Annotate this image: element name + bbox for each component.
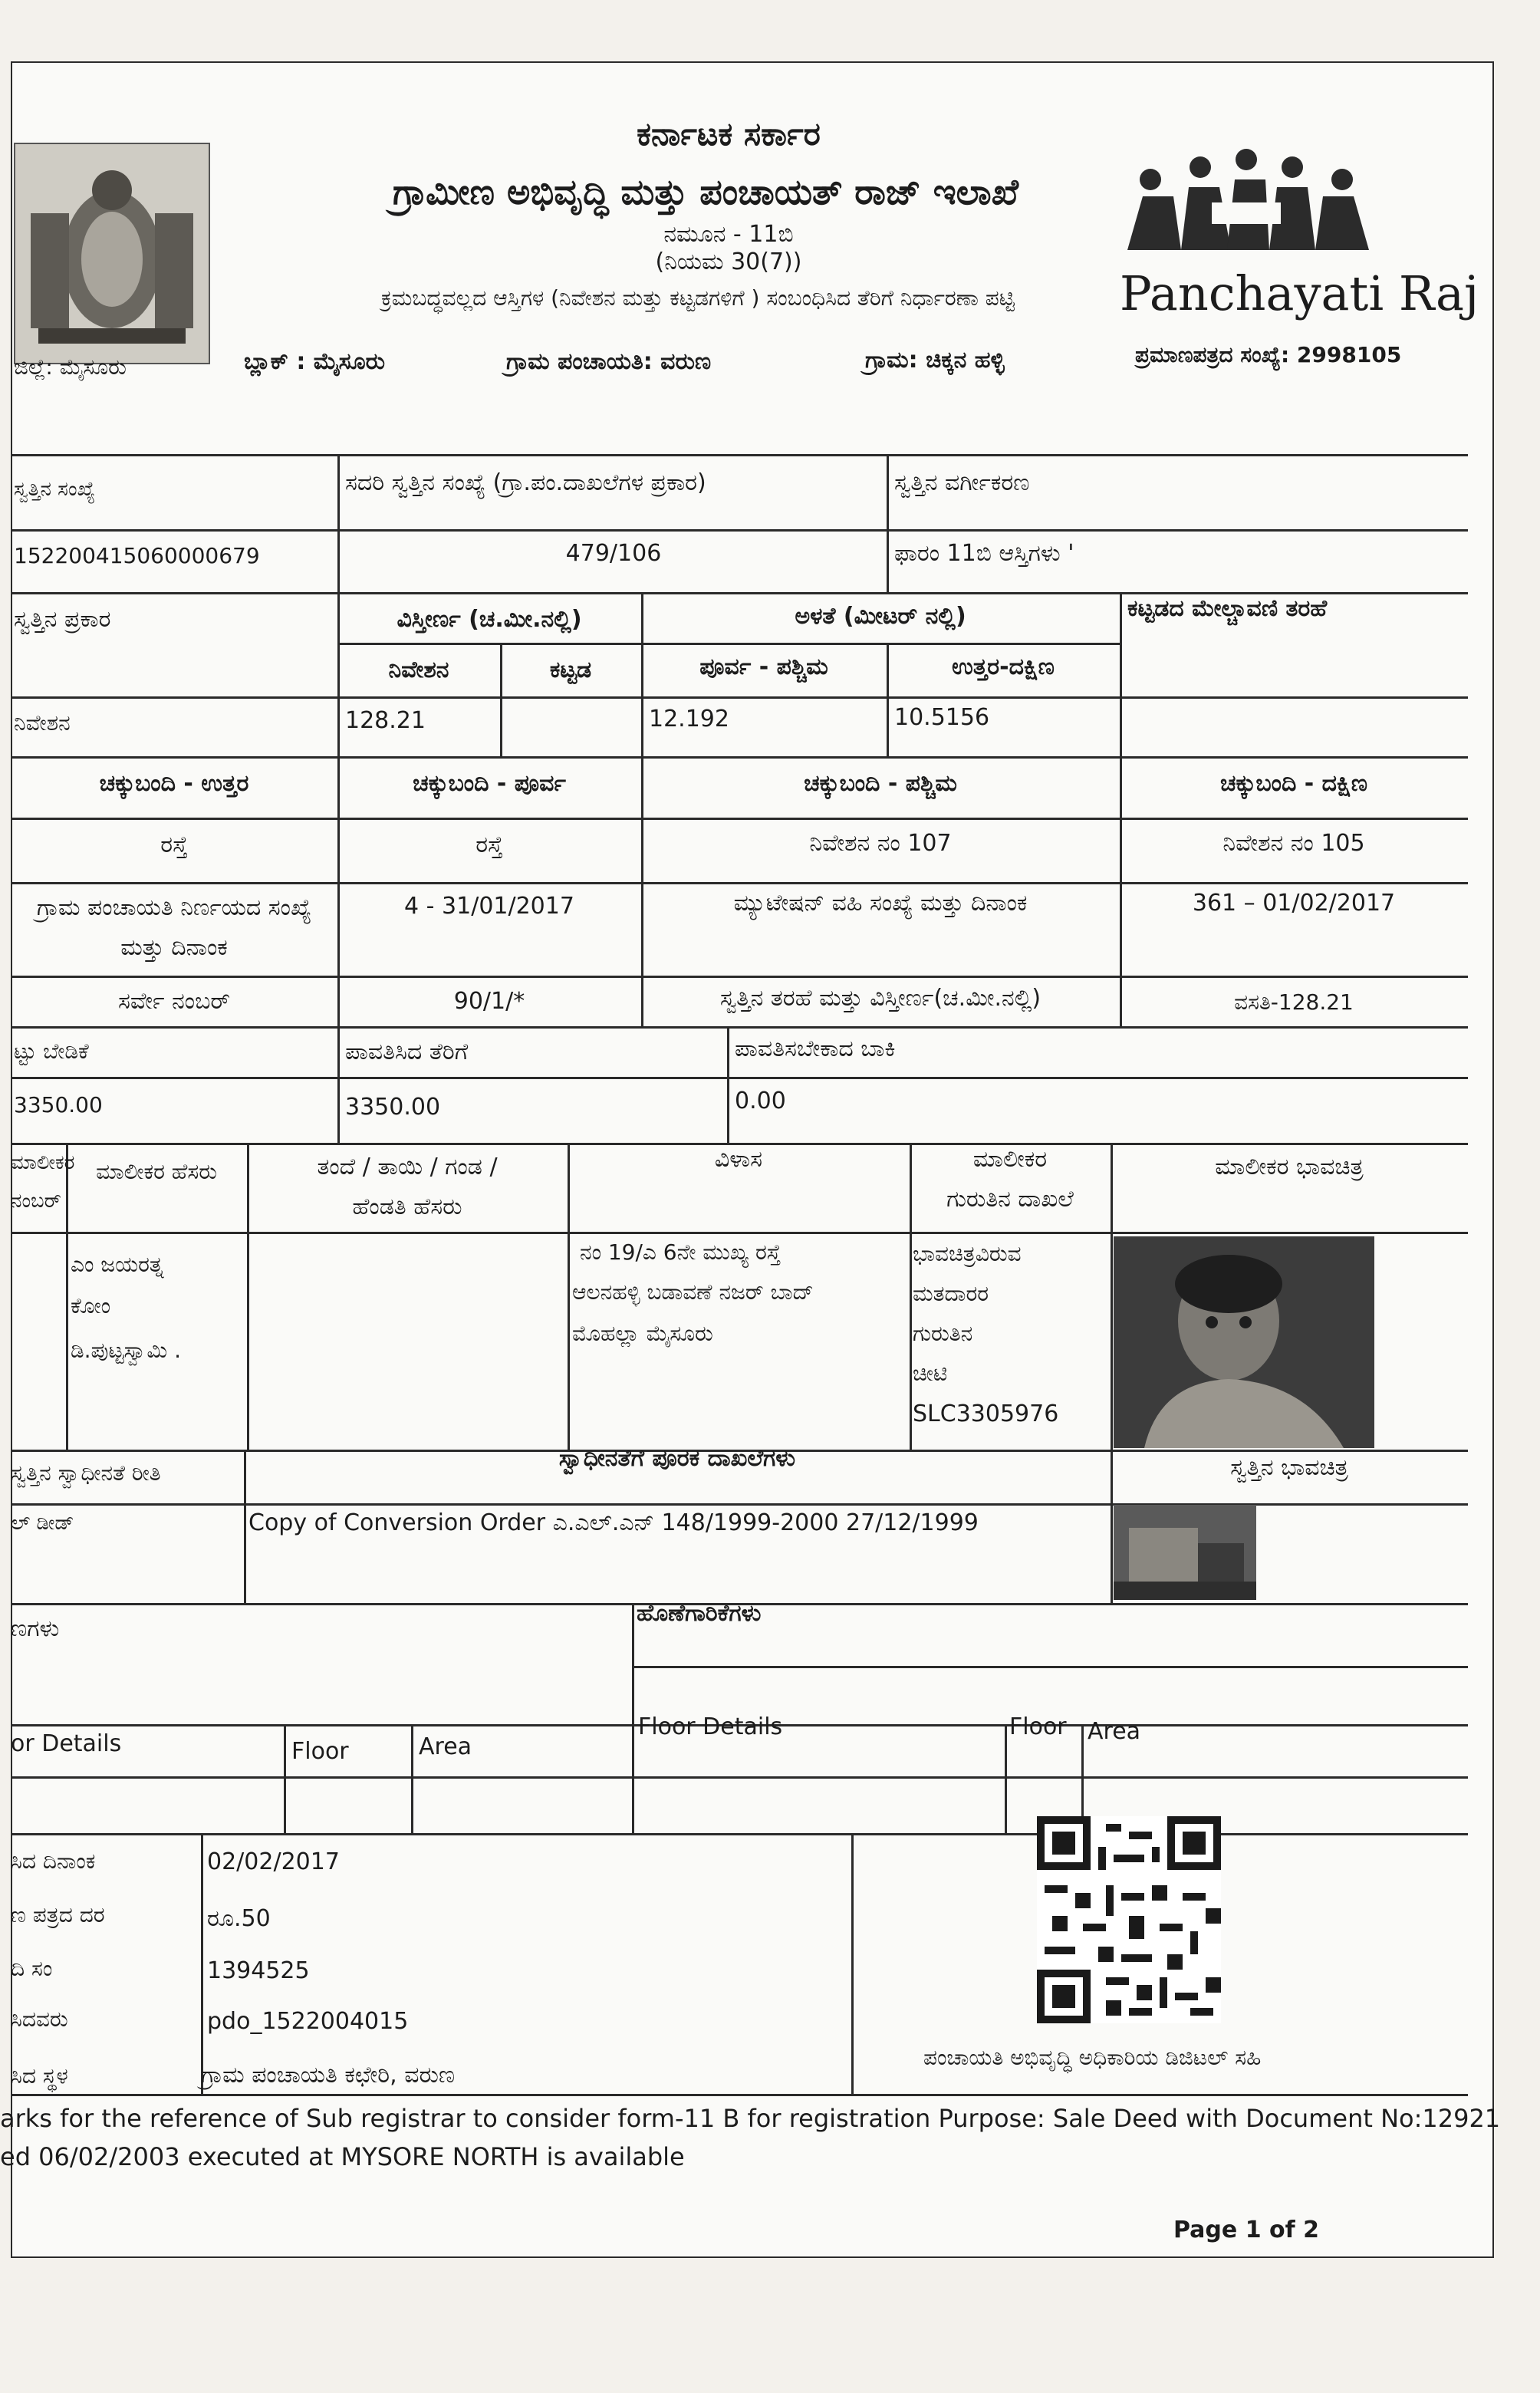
east-west-header: ಪೂರ್ವ - ಪಶ್ಚಿಮ bbox=[699, 653, 828, 680]
owner-name-line-3: ಡಿ.ಪುಟ್ಟಸ್ವಾಮಿ . bbox=[71, 1338, 181, 1363]
owner-name-line-2: ಕೋಂ bbox=[71, 1293, 111, 1318]
mutation-value: 361 – 01/02/2017 bbox=[1192, 890, 1396, 917]
liabilities-left-header: ಣಗಳು bbox=[11, 1615, 60, 1642]
owner-address-line-1: ನಂ 19/ಎ 6ನೇ ಮುಖ್ಯ ರಸ್ತೆ bbox=[580, 1239, 782, 1265]
block: ಬ್ಲಾಕ್ : ಮೈಸೂರು bbox=[244, 348, 386, 375]
owner-photo-header: ಮಾಲೀಕರ ಭಾವಚಿತ್ರ bbox=[1215, 1154, 1364, 1180]
left-floor-header: Floor bbox=[291, 1738, 349, 1765]
village: ಗ್ರಾಮ: ಚಿಕ್ಕನ ಹಳ್ಳಿ bbox=[865, 347, 1005, 374]
south-boundary-header: ಚಕ್ಕುಬಂದಿ - ದಕ್ಷಿಣ bbox=[1219, 770, 1368, 797]
issue-date-label: ಸಿದ ದಿನಾಂಕ bbox=[11, 1848, 96, 1874]
measurement-header: ಅಳತೆ (ಮೀಟರ್ ನಲ್ಲಿ) bbox=[795, 603, 966, 630]
survey-value: 90/1/* bbox=[453, 988, 525, 1015]
property-description-label: ಸ್ವತ್ತಿನ ತರಹೆ ಮತ್ತು ವಿಸ್ತೀರ್ಣ(ಚ.ಮೀ.ನಲ್ಲಿ) bbox=[719, 985, 1041, 1012]
right-area-header: Area bbox=[1088, 1718, 1141, 1745]
issue-place-label: ಸಿದ ಸ್ಥಳ bbox=[11, 2063, 68, 2089]
north-boundary-header: ಚಕ್ಕುಬಂದಿ - ಉತ್ತರ bbox=[99, 770, 249, 797]
north-south-length: 10.5156 bbox=[894, 704, 990, 731]
mutation-label: ಮ್ಯುಟೇಷನ್ ವಹಿ ಸಂಖ್ಯೆ ಮತ್ತು ದಿನಾಂಕ bbox=[733, 890, 1028, 917]
owner-id-header-2: ಗುರುತಿನ ದಾಖಲೆ bbox=[946, 1186, 1074, 1213]
owner-id-line-2: ಮತದಾರರ bbox=[913, 1281, 989, 1306]
possession-docs: Copy of Conversion Order ಎ.ಎಲ್.ಎನ್ 148/1999-2000 27/12/1999 bbox=[248, 1509, 979, 1536]
property-type-header: ಸ್ವತ್ತಿನ ಪ್ರಕಾರ bbox=[14, 606, 111, 633]
certificate-fee: ರೂ.50 bbox=[207, 1905, 271, 1932]
total-demand-header: ಟ್ಟು ಬೇಡಿಕೆ bbox=[14, 1039, 89, 1064]
panchayati-raj-logo-icon bbox=[1104, 143, 1388, 258]
form-number: ನಮೂನ - 11ಬಿ bbox=[663, 221, 794, 248]
site-area: 128.21 bbox=[345, 707, 426, 734]
owner-photo bbox=[1114, 1236, 1374, 1448]
certificate-fee-label: ಣ ಪತ್ರದ ದರ bbox=[11, 1902, 105, 1927]
east-west-length: 12.192 bbox=[649, 706, 729, 732]
form-subtitle: ಕ್ರಮಬದ್ಧವಲ್ಲದ ಆಸ್ತಿಗಳ (ನಿವೇಶನ ಮತ್ತು ಕಟ್ಟಡಗಳಿಗೆ ) ಸಂಬಂಧಿಸಿದ ತೆರಿಗೆ ನಿರ್ಧಾರಣಾ ಪಟ್ಟಿ bbox=[380, 285, 1015, 311]
issued-by: pdo_1522004015 bbox=[207, 2008, 409, 2035]
area-header: ವಿಸ್ತೀರ್ಣ (ಚ.ಮೀ.ನಲ್ಲಿ) bbox=[397, 606, 582, 633]
remarks-line-1: arks for the reference of Sub registrar to consider form-11 B for registration Purpose: Sale Deed with Document No:12921 bbox=[0, 2104, 1501, 2133]
right-floor-details-header: Floor Details bbox=[638, 1713, 783, 1740]
owner-address-line-2: ಆಲನಹಳ್ಳಿ ಬಡಾವಣೆ ನಜರ್ ಬಾದ್ bbox=[572, 1279, 814, 1305]
issue-place: ಗ್ರಾಮ ಪಂಚಾಯತಿ ಕಛೇರಿ, ವರುಣ bbox=[201, 2062, 456, 2089]
gp-property-number-header: ಸದರಿ ಸ್ವತ್ತಿನ ಸಂಖ್ಯೆ (ಗ್ರಾ.ಪಂ.ದಾಖಲೆಗಳ ಪ್ರಕಾರ) bbox=[345, 469, 706, 496]
west-boundary-header: ಚಕ್ಕುಬಂದಿ - ಪಶ್ಚಿಮ bbox=[804, 770, 957, 797]
property-number: 152200415060000679 bbox=[14, 543, 260, 568]
left-floor-details-header: or Details bbox=[11, 1730, 122, 1757]
issued-by-label: ಸಿದವರು bbox=[11, 2006, 68, 2032]
govt-title: ಕರ್ನಾಟಕ ಸರ್ಕಾರ bbox=[637, 115, 821, 153]
owner-name-header: ಮಾಲೀಕರ ಹೆಸರು bbox=[96, 1159, 217, 1184]
liabilities-header: ಹೊಣೆಗಾರಿಕೆಗಳು bbox=[637, 1600, 762, 1627]
tax-paid-header: ಪಾವತಿಸಿದ ತೆರಿಗೆ bbox=[345, 1039, 469, 1065]
roof-type-header: ಕಟ್ಟಡದ ಮೇಲ್ಚಾವಣಿ ತರಹೆ bbox=[1127, 595, 1328, 622]
panchayati-raj-text: Panchayati Raj bbox=[1120, 265, 1479, 321]
property-number-header: ಸ್ವತ್ತಿನ ಸಂಖ್ಯೆ bbox=[14, 478, 96, 501]
survey-label: ಸರ್ವೇ ನಂಬರ್ bbox=[118, 988, 230, 1015]
property-type: ನಿವೇಶನ bbox=[14, 710, 71, 736]
total-demand: 3350.00 bbox=[14, 1092, 103, 1118]
department-title: ಗ್ರಾಮೀಣ ಅಭಿವೃದ್ಧಿ ಮತ್ತು ಪಂಚಾಯತ್ ರಾಜ್ ಇಲಾಖೆ bbox=[393, 171, 1018, 212]
qr-code-icon bbox=[1037, 1816, 1221, 2023]
right-floor-header: Floor bbox=[1009, 1713, 1067, 1740]
remarks-line-2: ed 06/02/2003 executed at MYSORE NORTH is available bbox=[0, 2142, 685, 2171]
left-area-header: Area bbox=[419, 1733, 472, 1760]
property-description: ವಸತಿ-128.21 bbox=[1234, 989, 1354, 1015]
property-class-header: ಸ್ವತ್ತಿನ ವರ್ಗೀಕರಣ bbox=[894, 469, 1030, 496]
south-boundary: ನಿವೇಶನ ನಂ 105 bbox=[1222, 830, 1365, 857]
receipt-number: 1394525 bbox=[207, 1957, 310, 1984]
district: ಜಿಲ್ಲೆ: ಮೈಸೂರು bbox=[14, 354, 127, 380]
resolution-label-2: ಮತ್ತು ದಿನಾಂಕ bbox=[120, 934, 228, 961]
form-rule: (ನಿಯಮ 30(7)) bbox=[655, 249, 802, 275]
property-class: ಫಾರಂ 11ಬಿ ಆಸ್ತಿಗಳು ' bbox=[894, 540, 1074, 567]
balance-header: ಪಾವತಿಸಬೇಕಾದ ಬಾಕಿ bbox=[735, 1035, 896, 1062]
owner-number-header-2: ನಂಬರ್ bbox=[11, 1190, 61, 1213]
digital-signature-label: ಪಂಚಾಯತಿ ಅಭಿವೃದ್ಧಿ ಅಧಿಕಾರಿಯ ಡಿಜಿಟಲ್ ಸಹಿ bbox=[923, 2045, 1262, 2070]
north-boundary: ರಸ್ತೆ bbox=[160, 831, 188, 858]
owner-name-line-1: ಎಂ ಜಯರತ್ನ bbox=[71, 1252, 164, 1277]
gp-property-number: 479/106 bbox=[565, 540, 662, 567]
owner-id-header-1: ಮಾಲೀಕರ bbox=[972, 1146, 1048, 1173]
owner-id-line-1: ಭಾವಚಿತ್ರವಿರುವ bbox=[913, 1241, 1022, 1266]
gram-panchayat: ಗ್ರಾಮ ಪಂಚಾಯತಿ: ವರುಣ bbox=[506, 348, 712, 375]
relation-header-2: ಹೆಂಡತಿ ಹೆಸರು bbox=[352, 1193, 462, 1220]
owner-voter-id: SLC3305976 bbox=[913, 1401, 1059, 1427]
issue-date: 02/02/2017 bbox=[207, 1848, 340, 1875]
owner-number-header-1: ಮಾಲೀಕರ bbox=[11, 1151, 75, 1174]
karnataka-emblem-icon bbox=[14, 143, 210, 364]
owner-address-line-3: ಮೊಹಲ್ಲಾ ಮೈಸೂರು bbox=[572, 1321, 713, 1346]
balance-due: 0.00 bbox=[735, 1088, 786, 1114]
possession-docs-header: ಸ್ವಾಧೀನತೆಗೆ ಪೂರಕ ದಾಖಲೆಗಳು bbox=[558, 1445, 796, 1472]
north-south-header: ಉತ್ತರ-ದಕ್ಷಿಣ bbox=[952, 653, 1055, 680]
property-photo bbox=[1114, 1505, 1256, 1600]
building-header: ಕಟ್ಟಡ bbox=[549, 657, 592, 683]
possession-mode-header: ಸ್ವತ್ತಿನ ಸ್ವಾಧೀನತೆ ರೀತಿ bbox=[11, 1460, 161, 1486]
owner-id-line-3: ಗುರುತಿನ bbox=[913, 1321, 973, 1346]
address-header: ವಿಳಾಸ bbox=[714, 1146, 763, 1173]
owner-id-line-4: ಚೀಟಿ bbox=[913, 1361, 948, 1386]
east-boundary: ರಸ್ತೆ bbox=[475, 831, 503, 858]
resolution-label-1: ಗ್ರಾಮ ಪಂಚಾಯತಿ ನಿರ್ಣಯದ ಸಂಖ್ಯೆ bbox=[36, 894, 312, 921]
page-number: Page 1 of 2 bbox=[1173, 2217, 1319, 2243]
tax-paid: 3350.00 bbox=[345, 1094, 441, 1121]
certificate-number: ಪ್ರಮಾಣಪತ್ರದ ಸಂಖ್ಯೆ: 2998105 bbox=[1135, 342, 1402, 367]
relation-header-1: ತಂದೆ / ತಾಯಿ / ಗಂಡ / bbox=[317, 1154, 498, 1180]
possession-mode: ಲ್ ಡೀಡ್ bbox=[11, 1512, 74, 1535]
resolution-value: 4 - 31/01/2017 bbox=[404, 893, 574, 920]
east-boundary-header: ಚಕ್ಕುಬಂದಿ - ಪೂರ್ವ bbox=[413, 770, 566, 797]
receipt-number-label: ದಿ ಸಂ bbox=[11, 1956, 53, 1981]
west-boundary: ನಿವೇಶನ ನಂ 107 bbox=[809, 830, 952, 857]
site-header: ನಿವೇಶನ bbox=[388, 657, 449, 683]
property-photo-header: ಸ್ವತ್ತಿನ ಭಾವಚಿತ್ರ bbox=[1230, 1454, 1348, 1481]
